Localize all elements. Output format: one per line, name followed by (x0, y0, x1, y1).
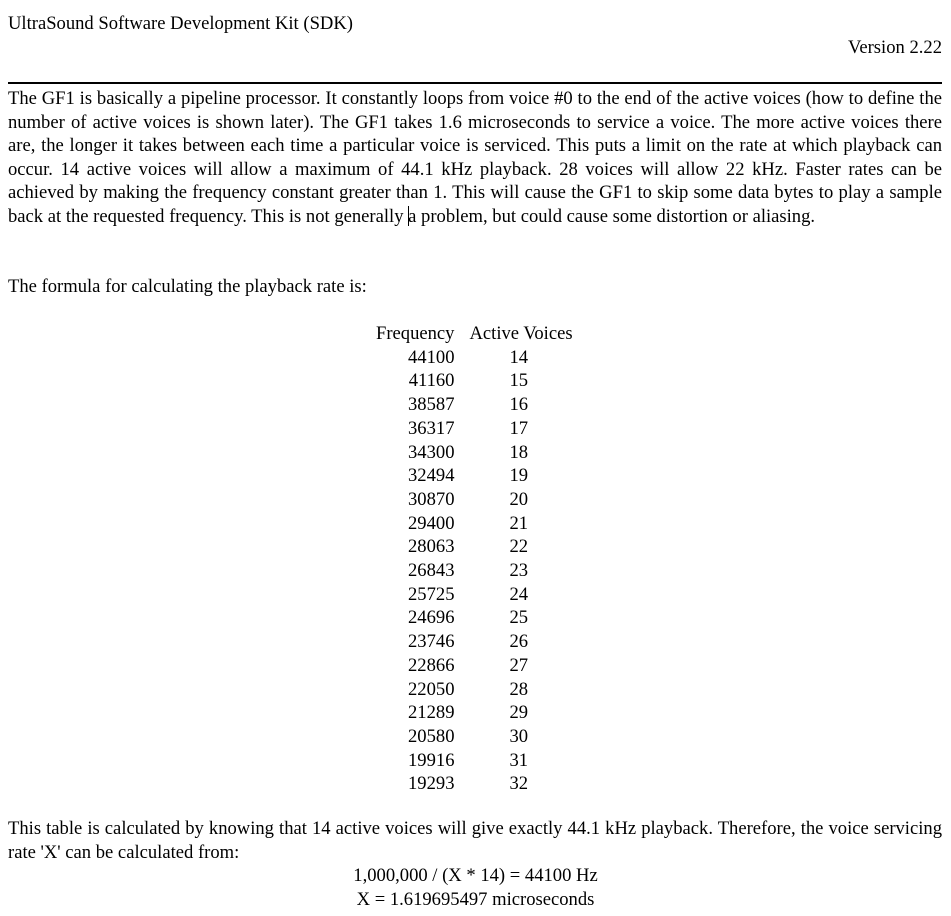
active-voices-cell: 26 (509, 631, 529, 653)
frequency-cell: 26843 (408, 560, 455, 582)
table-row (376, 393, 573, 417)
frequency-cell: 32494 (408, 465, 455, 487)
table-row (376, 749, 573, 773)
active-voices-cell: 21 (509, 512, 529, 534)
active-voices-cell: 25 (509, 607, 529, 629)
table-row (376, 441, 573, 465)
frequency-cell: 34300 (408, 441, 455, 463)
table-body (376, 346, 573, 796)
table-row (376, 654, 573, 678)
table-row (376, 417, 573, 441)
intro-text-part1: The GF1 is basically a pipeline processor. It constantly loops from voice #0 to the end of the active voices (how to define the number of active voices is shown later). The GF1 takes 1.6 microseconds to service a voice. The more active voices there are, the longer it takes between each time a particular voice is serviced. This puts a limit on the rate at which playback can occur. 14 active voices will allow a maximum of 44.1 kHz playback. 28 voices will allow 22 kHz. Faster rates can be achieved by making the frequency constant greater than 1. This will cause the GF1 to skip some data bytes to play a sample back at the requested frequency. This is not generally (8, 88, 942, 227)
intro-text-part2: a problem, but could cause some distortion or aliasing. (408, 205, 816, 227)
table-row (376, 512, 573, 536)
active-voices-cell: 14 (509, 346, 529, 368)
frequency-cell: 41160 (408, 370, 455, 392)
frequency-cell: 38587 (408, 394, 455, 416)
calculation-paragraph: This table is calculated by knowing that 14 active voices will give exactly 44.1 kHz playback. Therefore, the voice servicing rate 'X' can be calculated from: (8, 818, 942, 863)
frequency-cell: 25725 (408, 583, 455, 605)
table-row (376, 772, 573, 796)
formula-equation: 1,000,000 / (X * 14) = 44100 Hz (353, 865, 598, 886)
active-voices-cell: 28 (509, 678, 529, 700)
active-voices-cell: 31 (509, 749, 529, 771)
table-header-row (376, 322, 573, 346)
table-row (376, 535, 573, 559)
active-voices-cell: 23 (509, 560, 529, 582)
frequency-cell: 29400 (408, 512, 455, 534)
frequency-cell: 44100 (408, 346, 455, 368)
intro-paragraph[interactable] (8, 87, 942, 229)
table-row (376, 559, 573, 583)
frequency-cell: 21289 (408, 702, 455, 724)
table-row (376, 606, 573, 630)
table-row (376, 583, 573, 607)
frequency-cell: 20580 (408, 725, 455, 747)
active-voices-cell: 27 (509, 654, 529, 676)
document-title: UltraSound Software Development Kit (SDK) (8, 13, 353, 34)
formula-intro-paragraph: The formula for calculating the playback rate is: (8, 276, 367, 297)
table-row (376, 701, 573, 725)
active-voices-cell: 15 (509, 370, 529, 392)
frequency-cell: 24696 (408, 607, 455, 629)
frequency-cell: 19916 (408, 749, 455, 771)
frequency-cell: 28063 (408, 536, 455, 558)
active-voices-cell: 32 (509, 773, 529, 795)
formula-result: X = 1.619695497 microseconds (356, 889, 595, 910)
frequency-cell: 36317 (408, 417, 455, 439)
table-row (376, 678, 573, 702)
active-voices-cell: 29 (509, 702, 529, 724)
column-header-active-voices: Active Voices (469, 323, 573, 344)
frequency-cell: 22866 (408, 654, 455, 676)
table-row (376, 488, 573, 512)
table-row (376, 464, 573, 488)
column-header-frequency: Frequency (376, 323, 455, 344)
active-voices-cell: 16 (509, 394, 529, 416)
frequency-voices-table (376, 322, 573, 796)
active-voices-cell: 19 (509, 465, 529, 487)
table-row (376, 346, 573, 370)
frequency-cell: 23746 (408, 631, 455, 653)
active-voices-cell: 22 (509, 536, 529, 558)
active-voices-cell: 17 (509, 417, 529, 439)
active-voices-cell: 24 (509, 583, 529, 605)
header-divider (8, 82, 942, 84)
table-row (376, 725, 573, 749)
active-voices-cell: 30 (509, 725, 529, 747)
active-voices-cell: 20 (509, 488, 529, 510)
frequency-cell: 19293 (408, 773, 455, 795)
document-version: Version 2.22 (848, 37, 942, 58)
frequency-cell: 22050 (408, 678, 455, 700)
active-voices-cell: 18 (509, 441, 529, 463)
table-row (376, 369, 573, 393)
frequency-cell: 30870 (408, 488, 455, 510)
table-row (376, 630, 573, 654)
